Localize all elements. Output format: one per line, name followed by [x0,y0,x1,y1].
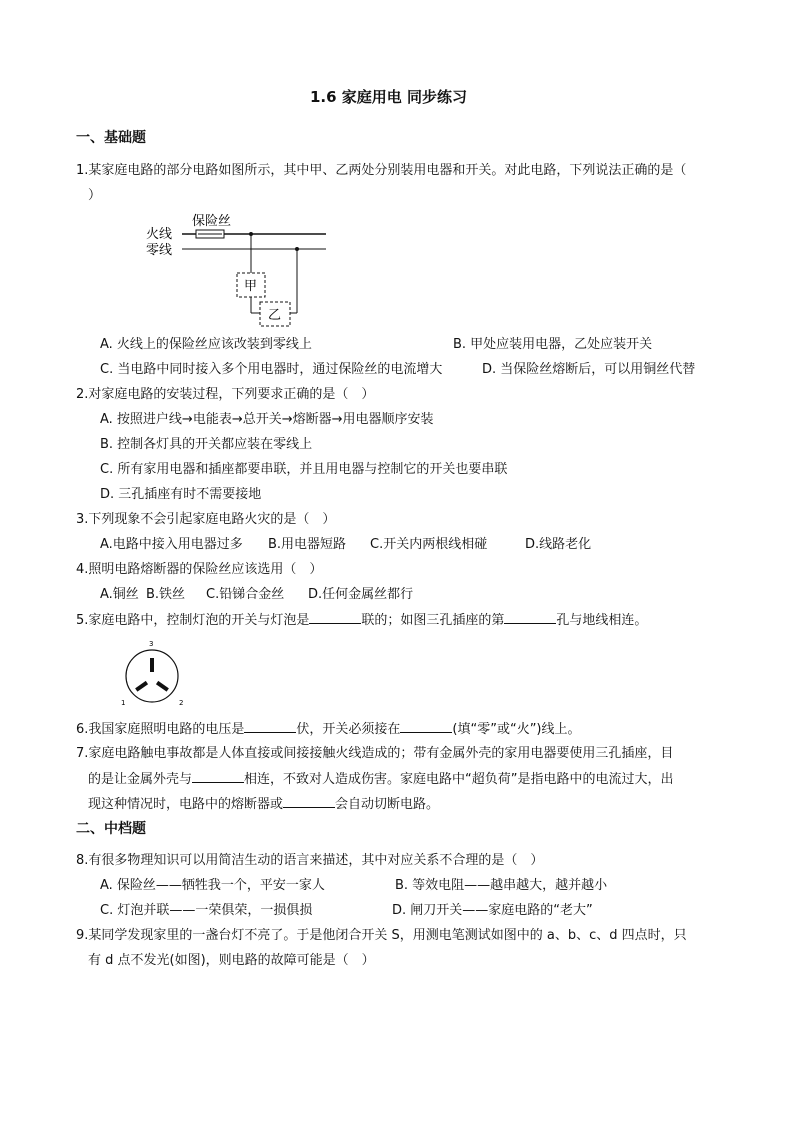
q7-line-1: 7.家庭电路触电事故都是人体直接或间接接触火线造成的；带有金属外壳的家用电器要使用三孔插座，目 [76,746,674,761]
q9-line-1: 9.某同学发现家里的一盏台灯不亮了。于是他闭合开关 S，用测电笔测试如图中的 a、b、c、d 四点时，只 [76,928,687,943]
neutral-pin-hole [156,681,169,692]
q6-blank-1[interactable] [244,720,296,733]
q7-blank-1[interactable] [192,770,244,783]
yi-label: 乙 [268,308,282,323]
q8-option-c: C. 灯泡并联——一荣俱荣，一损俱损 [100,903,313,918]
three-pin-socket-figure [118,636,190,710]
q5-blank-1[interactable] [309,611,361,624]
q6-stem: 6.我国家庭照明电路的电压是 伏，开关必须接在 (填“零”或“火”)线上。 [76,722,581,737]
q2-option-d: D. 三孔插座有时不需要接地 [100,487,262,502]
q3-option-d: D.线路老化 [525,537,592,552]
svg-text:1: 1 [121,699,126,707]
section-basic: 一、基础题 [76,130,146,146]
q2-option-c: C. 所有家用电器和插座都要串联，并且用电器与控制它的开关也要串联 [100,462,508,477]
q2-stem: 2.对家庭电路的安装过程，下列要求正确的是（ ） [76,387,375,402]
q8-option-a: A. 保险丝——牺牲我一个，平安一家人 [100,878,325,893]
q7-line-3: 现这种情况时，电路中的熔断器或 会自动切断电路。 [88,797,440,812]
q8-option-b: B. 等效电阻——越串越大，越并越小 [395,878,608,893]
earth-pin-hole [150,658,154,672]
q1-circuit-figure [140,205,340,330]
q2-option-a: A. 按照进户线→电能表→总开关→熔断器→用电器顺序安装 [100,412,434,427]
q8-stem: 8.有很多物理知识可以用简洁生动的语言来描述，其中对应关系不合理的是（ ） [76,853,544,868]
q9-line-2: 有 d 点不发光(如图)，则电路的故障可能是（ ） [88,953,375,968]
q1-stem: 1.某家庭电路的部分电路如图所示，其中甲、乙两处分别装用电器和开关。对此电路，下列说法正确的是（ [76,163,687,178]
q7-line-2: 的是让金属外壳与 相连，不致对人造成伤害。家庭电路中“超负荷”是指电路中的电流过大，出 [88,772,674,787]
section-medium: 二、中档题 [76,821,146,837]
q1-option-b: B. 甲处应装用电器，乙处应装开关 [453,337,653,352]
live-pin-hole [135,681,148,692]
q3-option-a: A.电路中接入用电器过多 [100,537,243,552]
socket-outline [126,650,178,702]
jia-label: 甲 [244,279,258,294]
q3-option-c: C.开关内两根线相碰 [370,537,488,552]
q7-blank-2[interactable] [283,795,335,808]
q5-blank-2[interactable] [504,611,556,624]
q4-option-c: C.铅锑合金丝 [206,587,285,602]
q3-stem: 3.下列现象不会引起家庭电路火灾的是（ ） [76,512,336,527]
live-wire-label: 火线 [146,227,173,242]
neutral-wire-label: 零线 [146,243,173,258]
q1-option-a: A. 火线上的保险丝应该改装到零线上 [100,337,312,352]
q4-option-d: D.任何金属丝都行 [308,587,414,602]
q1-option-c: C. 当电路中同时接入多个用电器时，通过保险丝的电流增大 [100,362,443,377]
svg-text:2: 2 [179,699,184,707]
q5-stem: 5.家庭电路中，控制灯泡的开关与灯泡是 联的；如图三孔插座的第 孔与地线相连。 [76,613,648,628]
fuse-label: 保险丝 [192,214,232,229]
q8-option-d: D. 闸刀开关——家庭电路的“老大” [392,903,593,918]
q2-option-b: B. 控制各灯具的开关都应装在零线上 [100,437,313,452]
svg-text:3: 3 [149,640,154,648]
q4-option-b: B.铁丝 [146,587,186,602]
page-title: 1.6 家庭用电 同步练习 [310,88,468,106]
q4-stem: 4.照明电路熔断器的保险丝应该选用（ ） [76,562,323,577]
q1-option-d: D. 当保险丝熔断后，可以用铜丝代替 [482,362,696,377]
q6-blank-2[interactable] [400,720,452,733]
q1-stem-end: ） [88,188,102,203]
q4-option-a: A.铜丝 [100,587,139,602]
q3-option-b: B.用电器短路 [268,537,347,552]
